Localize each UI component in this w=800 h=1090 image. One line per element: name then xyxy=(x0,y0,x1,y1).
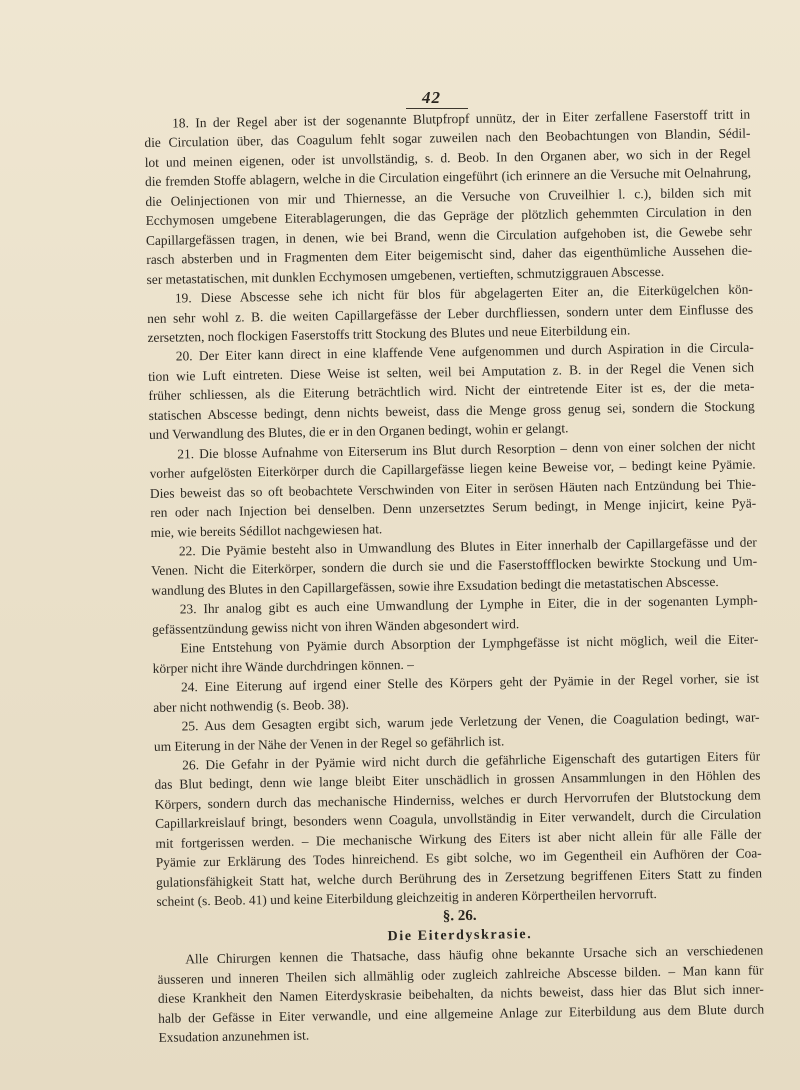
text-line: Alle Chirurgen kennen die Thatsache, dass häufig ohne bekannte Ursache sich an verschiedenen xyxy=(185,942,764,967)
text-line: scheint (s. Beob. 41) und keine Eiterbildung gleichzeitig in anderen Körpertheilen hervorruft. xyxy=(156,886,657,910)
text-line: körper nicht ihre Wände durchdringen können. – xyxy=(152,656,414,676)
text-line: um Eiterung in der Nähe der Venen in der Regel so gefährlich ist. xyxy=(153,732,505,754)
text-line: Körpers, sondern durch das mechanische Hinderniss, welches er durch Hervorrufen der Blutstockung dem xyxy=(154,787,761,812)
text-line: vorher aufgelösten Eiterkörper durch die Capillargefässe liegen keine Beweise vor, – bedingt keine Pyämie. xyxy=(149,456,756,482)
paragraph xyxy=(148,338,755,445)
text-line: ren oder nach Injection bei denselben. Denn unzersetztes Serum bedingt, in Menge injicirt, keine Pyä- xyxy=(150,495,757,521)
text-line: die Circulation über, das Coagulum fehlt sogar zuweilen nach den Beobachtungen von Blandin, Sédil- xyxy=(144,125,751,151)
text-line: das Blut bedingt, denn wie lange bleibt Eiter unschädlich in grossen Ansammlungen in den Höhlen des xyxy=(154,767,761,793)
text-line: 18. In der Regel aber ist der sogenannte Blutpfropf unnütz, der in Eiter zerfallene Faserstoff tritt in xyxy=(172,106,751,131)
paragraph xyxy=(151,532,758,600)
text-line: mie, wie bereits Sédillot nachgewiesen hat. xyxy=(150,520,383,540)
text-line: aber nicht nothwendig (s. Beob. 38). xyxy=(153,696,350,715)
text-line: Capillarkreislauf bringt, besonders wenn Coagula, unvollständig in Eiter verwandelt, durch die Circulation xyxy=(155,806,762,832)
text-line: 25. Aus dem Gesagten ergibt sich, warum jede Verletzung der Venen, die Coagulation bedingt, war- xyxy=(181,709,760,734)
body-text xyxy=(144,104,765,1047)
text-line: 20. Der Eiter kann direct in eine klaffende Vene aufgenommen und durch Aspiration in die Circula- xyxy=(175,339,754,364)
text-line: 24. Eine Eiterung auf irgend einer Stelle des Körpers geht der Pyämie in der Regel vorher, sie ist xyxy=(180,670,760,695)
paragraph xyxy=(147,280,754,348)
text-line: wandlung des Blutes in den Capillargefässen, sowie ihre Exsudation bedingt die metastatischen Abscesse. xyxy=(151,573,719,598)
section-title: Die Eiterdyskrasie. xyxy=(387,927,533,945)
text-line: gulationsfähigkeit Statt hat, welche durch Berührung des in Zersetzung begriffenen Eiters Statt zu finden xyxy=(155,865,763,890)
text-line: zersetzten, noch flockigen Faserstoffs tritt Stockung des Blutes und neue Eiterbildung ein. xyxy=(147,322,631,345)
text-line: Eine Entstehung von Pyämie durch Absorption der Lymphgefässe ist nicht möglich, weil die Eiter- xyxy=(180,631,759,656)
paragraph xyxy=(154,746,762,911)
text-line: 26. Die Gefahr in der Pyämie wird nicht durch die gefährliche Eigenschaft des gutartigen Eiters für xyxy=(182,748,761,773)
paragraph xyxy=(157,941,764,1048)
text-line: gefässentzündung gewiss nicht von ihren Wänden abgesondert wird. xyxy=(151,615,520,637)
text-line: mit fortgerissen werden. – Die mechanische Wirkung des Eiters ist aber nicht allein für alle Fälle der xyxy=(155,826,762,851)
closing-paragraph xyxy=(157,941,764,1048)
paragraph-list xyxy=(144,104,762,911)
paragraph xyxy=(144,104,753,289)
section-number: §. 26. xyxy=(442,907,477,924)
text-line: lot und meinen eigenen, oder ist unvollständig, s. d. Beob. In den Organen aber, wo sich in der Regel xyxy=(144,145,751,170)
text-line: Venen. Nicht die Eiterkörper, sondern die durch sie und die Faserstoffflocken bewirkte Stockung und Um- xyxy=(151,553,758,579)
text-line: Pyämie zur Erklärung des Todes hinreichend. Es gibt solche, wo im Gegentheil ein Aufhören der Coa- xyxy=(155,845,762,871)
text-line: nen sehr wohl z. B. die weiten Capillargefässe der Leber durchfliessen, sondern unter dem Einflusse des xyxy=(147,300,754,326)
text-line: halb der Gefässe in Eiter verwandle, und eine allgemeine Anlage zur Eiterbildung aus dem Blute durch xyxy=(158,1001,765,1026)
text-line: ser metastatischen, mit dunklen Ecchymosen umgebenen, vertieften, schmutziggrauen Abscesse. xyxy=(146,263,665,287)
text-line: rasch absterben und in Fragmenten dem Eiter beigemischt sind, daher das eigenthümliche Aussehen die- xyxy=(146,242,753,268)
text-line: früher schliessen, als die Eiterung beträchtlich wird. Nicht der eintretende Eiter ist es, der die meta- xyxy=(148,378,755,404)
page-number: 42 xyxy=(422,88,441,107)
text-line: die fremden Stoffe ablagern, welche in die Circulation eingeführt (ich erinnere an die Versuche mit Oelnahrung, xyxy=(144,164,752,190)
text-line: Ecchymosen umgebene Eiterablagerungen, die das Gepräge der plötzlich gehemmten Circulation in den xyxy=(145,203,752,229)
text-line: Exsudation anzunehmen ist. xyxy=(158,1027,310,1046)
text-line: diese Krankheit den Namen Eiterdyskrasie beibehalten, da nichts beweist, dass hier das Blut sich inner- xyxy=(157,981,764,1007)
text-line: statischen Abscesse bedingt, denn nichts beweist, dass die Menge gross genug sei, sondern die Stockung xyxy=(148,398,755,423)
text-line: 22. Die Pyämie besteht also in Umwandlung des Blutes in Eiter innerhalb der Capillargefässe und der xyxy=(178,534,757,559)
text-line: Dies beweist das so oft beobachtete Verschwinden von Eiter in serösen Häuten nach Entzündung bei Thie- xyxy=(149,476,756,501)
text-line: äusseren und inneren Theilen sich allmählig oder zugleich zahlreiche Abscesse bilden. – Man kann für xyxy=(157,962,764,987)
text-line: Capillargefässen tragen, in denen, wie bei Brand, wenn die Circulation aufgehoben ist, die Gewebe sehr xyxy=(145,223,753,248)
paragraph xyxy=(149,435,756,542)
text-line: die Oelinjectionen von mir und Thiernesse, an die Versuche von Cruveilhier l. c.), bilden sich mit xyxy=(145,184,752,209)
text-line: 21. Die blosse Aufnahme von Eiterserum ins Blut durch Resorption – denn von einer solchen der nicht xyxy=(177,437,756,462)
text-line: 23. Ihr analog gibt es auch eine Umwandlung der Lymphe in Eiter, die in der sogenanten Lymph- xyxy=(179,592,758,617)
text-line: tion wie Luft eintreten. Diese Weise ist selten, weil bei Amputation z. B. in der Regel die Venen sich xyxy=(148,359,755,384)
text-line: und Verwandlung des Blutes, die er in den Organen bedingt, wohin er gelangt. xyxy=(148,420,569,443)
text-line: 19. Diese Abscesse sehe ich nicht für blos für abgelagerten Eiter an, die Eiterkügelchen kön- xyxy=(174,281,753,306)
